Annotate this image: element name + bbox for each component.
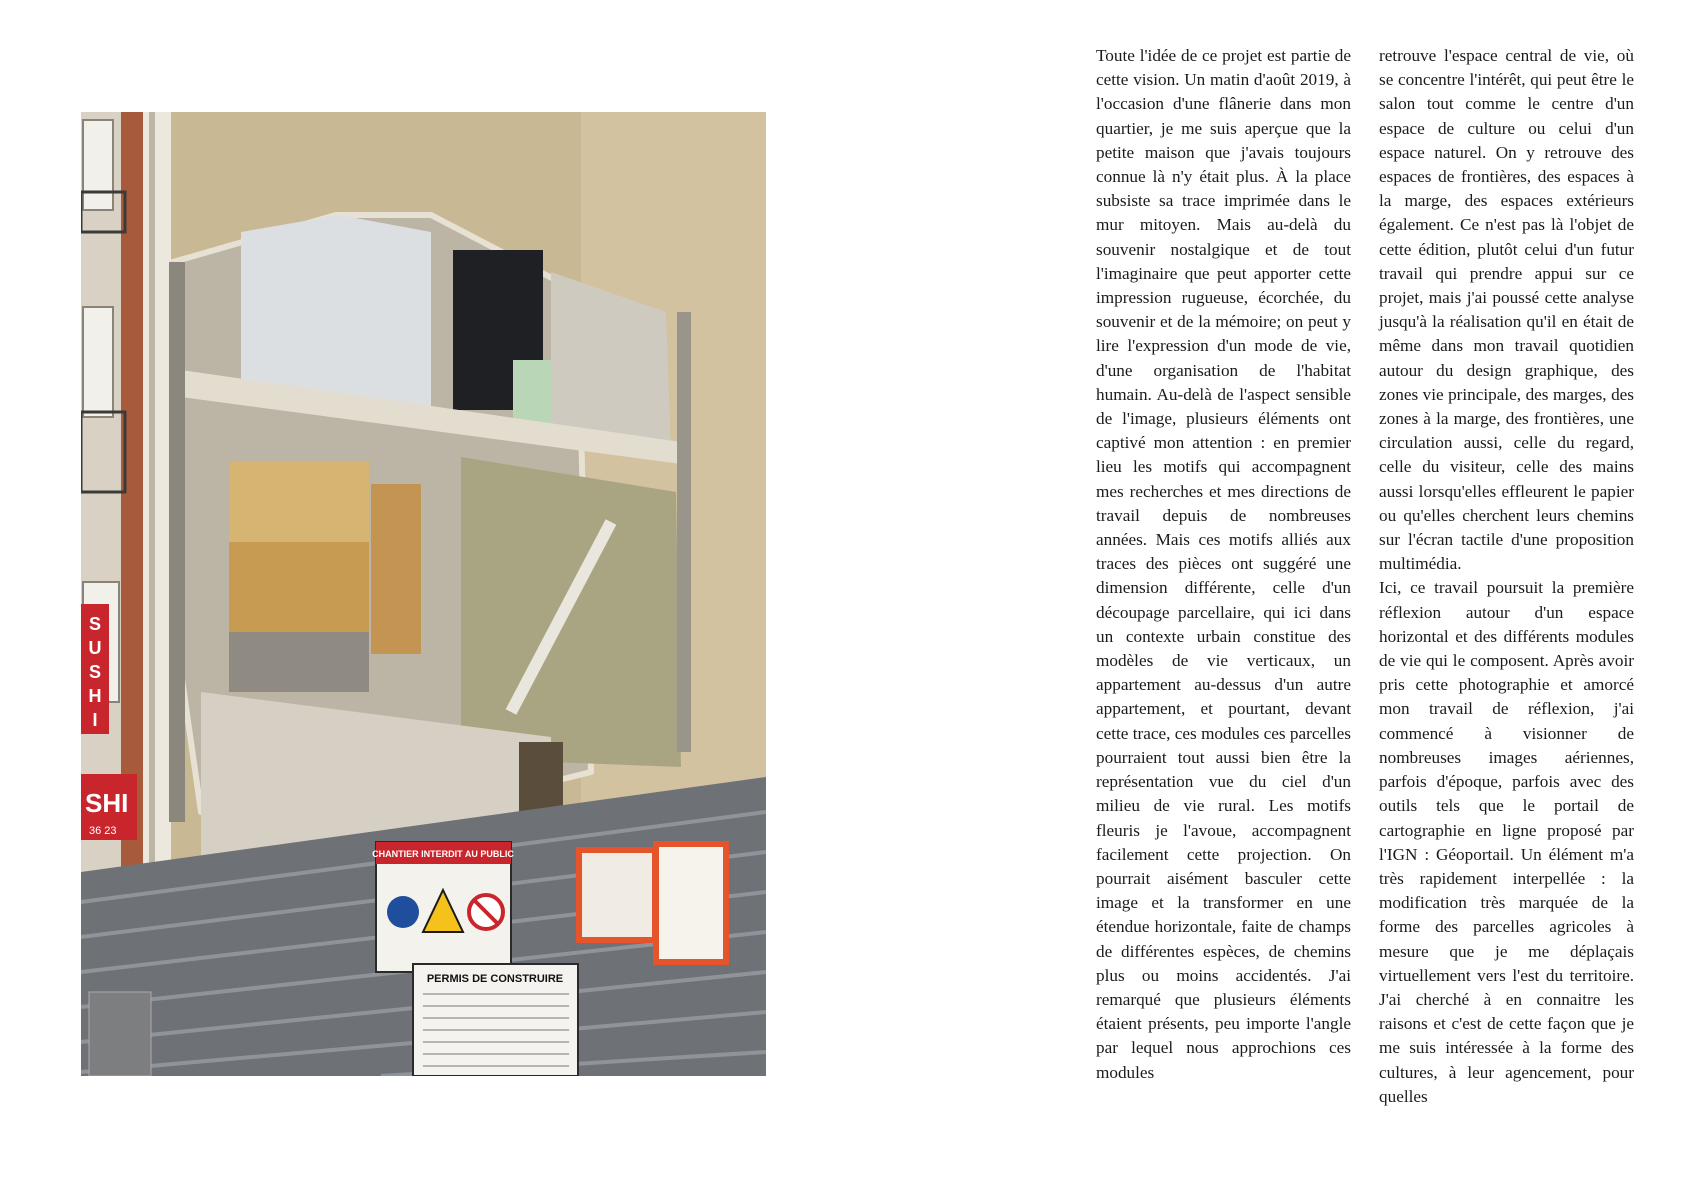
left-page [0,0,845,1200]
text-column-1 [1096,44,1351,1085]
shop-sign-2: SHI [85,788,129,818]
shop-phone: 36 23 [89,825,117,837]
party-wall-photograph [81,112,766,1076]
text-column-2 [1379,44,1634,1109]
column-2-paragraph-2: Ici, ce travail poursuit la première réflexion autour d'un espace horizontal et des différents modules de vie qui le composent. Après avoir pris cette photographie et amorcé mon travail de réflexion, j'ai commencé à visionner de nombreuses images aériennes, parfois d'époque, parfois avec des outils tels que le portail de cartographie en ligne proposé par l'IGN : Géoportail. Un élément m'a très rapidement interpellée : la modification très marquée de la forme des parcelles agricoles à mesure que je me déplaçais virtuellement vers l'est du territoire. J'ai cherché à en connaitre les raisons et c'est de cette façon que je me suis intéressée à la forme des cultures, à leur agencement, pour quelles [1379,578,1634,1106]
shop-sign-letter: S [88,662,102,682]
column-2-paragraph-1: retrouve l'espace central de vie, où se concentre l'intérêt, qui peut être le salon tout comme le centre d'un espace de culture ou celui d'un espace naturel. On y retrouve des espaces de frontières, des espaces à la marge, des espaces extérieurs également. Ce n'est pas là l'objet de cette édition, plutôt celui d'un futur travail qui prendre appui sur ce projet, mais j'ai poussé cette analyse jusqu'à la réalisation qu'il en était de même dans mon travail quotidien autour du design graphique, des zones vie principale, des marges, des zones à la marge, des frontières, une circulation aussi, celle du regard, celle du visiteur, celle des mains aussi lorsqu'elles effleurent le papier ou qu'elles cherchent leurs chemins sur l'écran tactile d'une proposition multimédia. [1379,46,1634,574]
building-permit-sign [413,964,578,1076]
shop-sign-letter: H [88,686,102,706]
shop-sign-letter: U [88,638,102,658]
warning-sign [372,842,514,972]
right-page [845,0,1691,1200]
permit-title: PERMIS DE CONSTRUIRE [426,973,564,985]
shop-sign-sushi [81,604,109,734]
column-1-paragraph-1: Toute l'idée de ce projet est partie de cette vision. Un matin d'août 2019, à l'occasion d'une flânerie dans mon quartier, je me suis aperçue que la petite maison que j'avais toujours connue là n'y était plus. À la place subsiste sa trace imprimée dans le mur mitoyen. Mais au-delà du souvenir nostalgique et de tout l'imaginaire que peut apporter cette impression rugueuse, écorchée, du souvenir et de la mémoire; on peut y lire l'expression d'un mode de vie, d'une organisation de l'habitat humain. Au-delà de l'aspect sensible de l'image, plusieurs éléments ont captivé mon attention : en premier lieu les motifs qui accompagnent mes recherches et mes directions de travail depuis de nombreuses années. Mais ces motifs alliés aux traces des pièces ont suggéré une dimension différente, celle d'un découpage parcellaire, qui ici dans un contexte urbain constitue des modèles de vie verticaux, un appartement au-dessus d'un autre appartement, et pourtant, devant cette trace, ces modules ces parcelles pourraient tout aussi bien être la représentation vue du ciel d'un milieu de vie rural. Les motifs fleuris je l'avoue, accompagnent facilement cette projection. On pourrait aisément basculer cette image et la transformer en une étendue horizontale, faite de champs de différentes espèces, de chemins plus ou moins accidentés. J'ai remarqué que plusieurs éléments étaient présents, peu importe l'angle par lequel nous approchions ces modules [1096,46,1351,1082]
shop-sign-letter: S [88,614,102,634]
shop-sign-letter: I [92,710,98,730]
warning-sign-title: CHANTIER INTERDIT AU PUBLIC [372,849,514,859]
